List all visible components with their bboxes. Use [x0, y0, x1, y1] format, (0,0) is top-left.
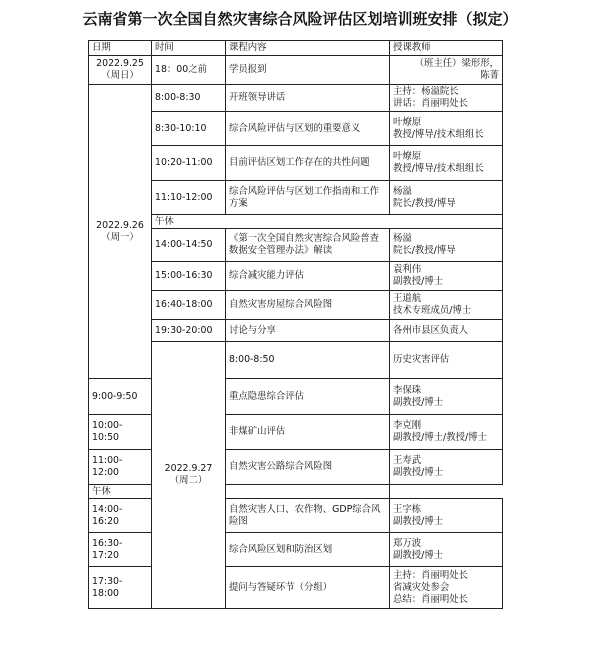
- time-cell: 8:00-8:30: [152, 85, 226, 112]
- teacher-cell: [390, 499, 503, 533]
- teacher-line: 副教授/博士: [393, 276, 444, 287]
- teacher-cell: [390, 379, 503, 415]
- content-cell: [226, 146, 390, 181]
- teacher-line: 主持：杨溢院长: [393, 86, 459, 97]
- teacher-cell: [390, 567, 503, 609]
- table-row: [89, 262, 503, 291]
- time-cell: 8:30-10:10: [152, 112, 226, 146]
- teacher-line: 杨溢: [393, 233, 412, 244]
- teacher-line: 王道航: [393, 293, 422, 304]
- content-cell: [226, 499, 390, 533]
- date-value: 2022.9.25: [96, 58, 144, 69]
- teacher-line: 王字栋: [393, 503, 422, 515]
- table-row: [89, 567, 503, 609]
- teacher-cell: [390, 320, 503, 342]
- time-cell: 9:00-9:50: [89, 379, 152, 415]
- time-cell: 14:00-16:20: [89, 499, 152, 533]
- table-row: [89, 533, 503, 567]
- content-cell: 自然灾害房屋综合风险图: [226, 291, 390, 320]
- weekday-value: （周日）: [101, 70, 139, 81]
- header-date: 日期: [89, 41, 152, 56]
- teacher-line: 教授/博导/技术组组长: [393, 128, 484, 140]
- table-row: [89, 229, 503, 262]
- header-row: [89, 41, 503, 56]
- teacher-line: 副教授/博士: [393, 515, 444, 527]
- schedule-table: [88, 40, 503, 609]
- teacher-line: 总结：肖丽明处长: [393, 593, 469, 605]
- date-value: 2022.9.27: [164, 463, 213, 474]
- teacher-line: 副教授/博士: [393, 549, 444, 561]
- teacher-line: 各州市县区负责人: [393, 324, 469, 336]
- content-cell: 学员报到: [226, 56, 390, 85]
- teacher-cell: [390, 112, 503, 146]
- content-cell: 讨论与分享: [226, 320, 390, 342]
- header-time: 时间: [152, 41, 226, 56]
- time-cell: 16:30-17:20: [89, 533, 152, 567]
- teacher-line: 副教授/博士: [393, 467, 444, 478]
- table-row: [89, 146, 503, 181]
- teacher-line: 教授/博导/技术组组长: [393, 163, 484, 174]
- teacher-line: 陈菁: [480, 70, 499, 81]
- content-cell: 综合风险评估与区划的重要意义: [226, 112, 390, 146]
- content-text: 自然灾害人口、农作物、GDP综合风险图: [229, 503, 381, 527]
- weekday-value: （周一）: [101, 231, 139, 243]
- date-cell: [89, 56, 152, 85]
- header-teacher: 授课教师: [390, 41, 503, 56]
- date-cell: [152, 342, 226, 609]
- content-cell: 非煤矿山评估: [226, 415, 390, 450]
- table-row: [89, 342, 503, 379]
- teacher-line: 杨溢: [393, 185, 412, 197]
- teacher-cell: [390, 533, 503, 567]
- teacher-cell: [390, 181, 503, 215]
- teacher-line: 副教授/博士/教授/博士: [393, 432, 487, 443]
- teacher-line: 院长/教授/博导: [393, 245, 456, 256]
- time-cell: 17:30-18:00: [89, 567, 152, 609]
- break-cell: 午休: [152, 215, 503, 229]
- teacher-cell: [390, 291, 503, 320]
- table-row: [89, 85, 503, 112]
- time-cell: 10:20-11:00: [152, 146, 226, 181]
- weekday-value: （周二）: [169, 475, 208, 486]
- time-cell: 10:00-10:50: [89, 415, 152, 450]
- teacher-line: 省减灾处参会: [393, 581, 450, 593]
- teacher-line: 李保珠: [393, 384, 422, 396]
- teacher-cell: [390, 415, 503, 450]
- teacher-line: 技术专班成员/博士: [393, 305, 472, 316]
- table-row: [89, 320, 503, 342]
- time-cell: 8:00-8:50: [226, 342, 390, 379]
- teacher-line: （班主任）梁形形，: [414, 58, 499, 69]
- time-cell: 14:00-14:50: [152, 229, 226, 262]
- content-cell: 重点隐患综合评估: [226, 379, 390, 415]
- table-row: [89, 379, 503, 415]
- page-title: 云南省第一次全国自然灾害综合风险评估区划培训班安排（拟定）: [82, 10, 518, 28]
- time-cell: 19:30-20:00: [152, 320, 226, 342]
- teacher-line: 郑万波: [393, 537, 422, 549]
- content-text: 《第一次全国自然灾害综合风险普查数据安全管理办法》解读: [229, 233, 380, 256]
- teacher-cell: [390, 146, 503, 181]
- teacher-line: 李克刚: [393, 420, 422, 431]
- content-cell: 历史灾害评估: [390, 342, 503, 379]
- teacher-cell: [390, 450, 503, 485]
- break-cell: 午休: [89, 485, 390, 499]
- break-row: [89, 485, 503, 499]
- content-cell: 开班领导讲话: [226, 85, 390, 112]
- time-cell: 18：00之前: [152, 56, 226, 85]
- time-cell: 11:00-12:00: [89, 450, 152, 485]
- date-value: 2022.9.26: [96, 219, 144, 231]
- table-row: [89, 291, 503, 320]
- content-cell: 综合减灾能力评估: [226, 262, 390, 291]
- teacher-line: 王寿武: [393, 455, 422, 466]
- teacher-line: 讲话：肖丽明处长: [393, 98, 469, 109]
- content-cell: 综合风险区划和防治区划: [226, 533, 390, 567]
- date-cell: [89, 85, 152, 379]
- table-row: [89, 112, 503, 146]
- table-row: [89, 181, 503, 215]
- break-row: [89, 215, 503, 229]
- content-text: 目前评估区划工作存在的共性问题: [229, 157, 370, 168]
- content-cell: 自然灾害公路综合风险图: [226, 450, 390, 485]
- teacher-line: 袁利伟: [393, 264, 422, 275]
- time-cell: 16:40-18:00: [152, 291, 226, 320]
- teacher-line: 副教授/博士: [393, 396, 444, 408]
- time-cell: 11:10-12:00: [152, 181, 226, 215]
- teacher-line: 叶燎原: [393, 151, 422, 162]
- table-row: [89, 450, 503, 485]
- table-row: [89, 56, 503, 85]
- content-text: 综合风险评估与区划工作指南和工作方案: [229, 185, 380, 209]
- time-cell: 15:00-16:30: [152, 262, 226, 291]
- teacher-line: 院长/教授/博导: [393, 197, 456, 209]
- teacher-cell: [390, 85, 503, 112]
- teacher-cell: [390, 56, 503, 85]
- table-row: [89, 415, 503, 450]
- content-cell: 提问与答疑环节（分组）: [226, 567, 390, 609]
- teacher-cell: [390, 262, 503, 291]
- teacher-line: 主持：肖丽明处长: [393, 569, 469, 581]
- header-content: 课程内容: [226, 41, 390, 56]
- content-cell: [226, 229, 390, 262]
- content-cell: [226, 181, 390, 215]
- teacher-line: 叶燎原: [393, 116, 422, 128]
- teacher-cell: [390, 229, 503, 262]
- table-row: [89, 499, 503, 533]
